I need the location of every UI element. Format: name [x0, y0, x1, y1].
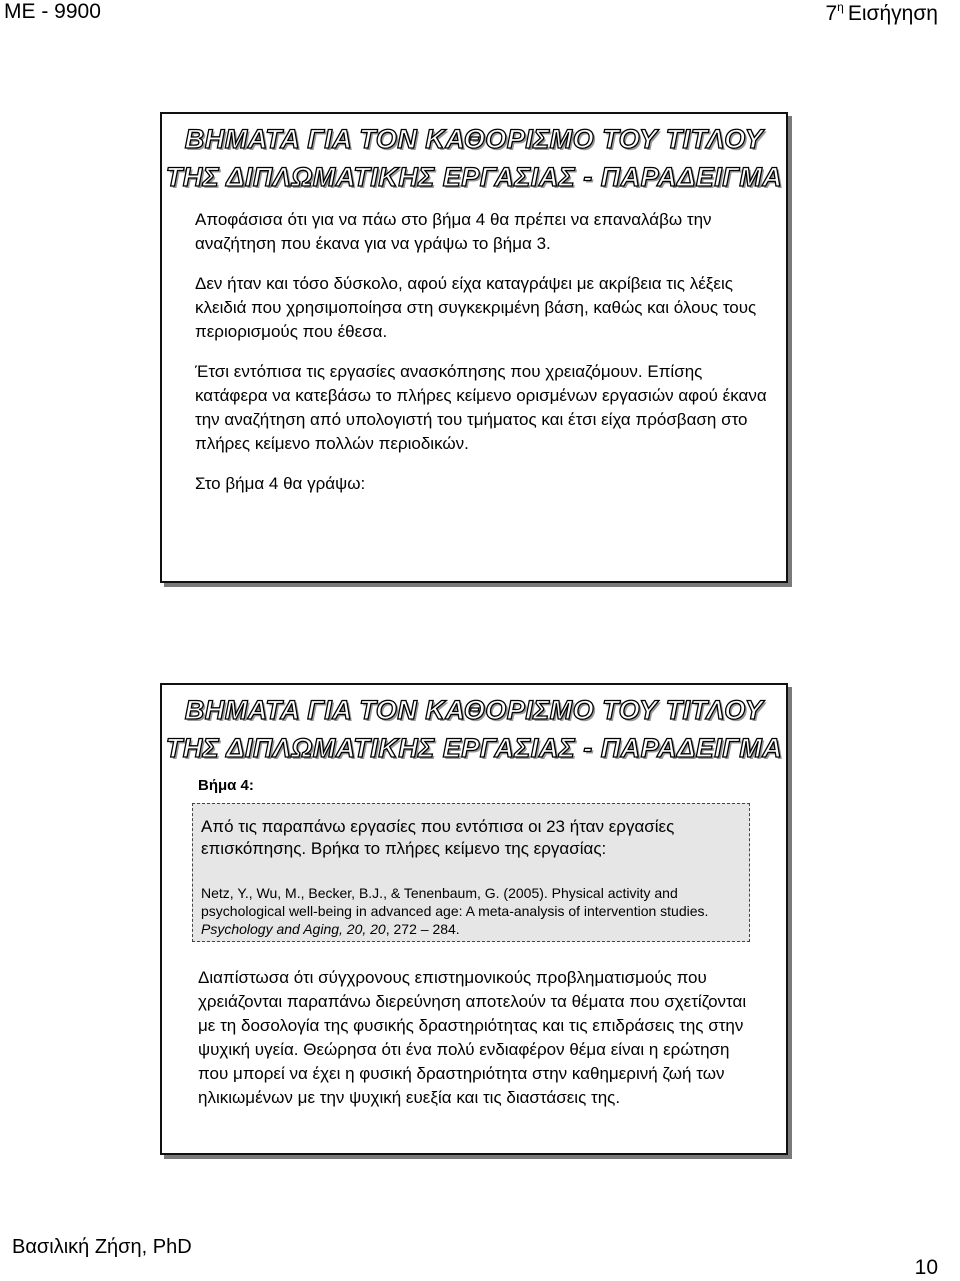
slide-1-title-line-2: ΤΗΣ ΔΙΠΛΩΜΑΤΙΚΗΣ ΕΡΓΑΣΙΑΣ - ΠΑΡΑΔΕΙΓΜΑ	[165, 162, 783, 192]
author-name: Βασιλική Ζήση, PhD	[12, 1236, 192, 1258]
slide-2-title-line-2: ΤΗΣ ΔΙΠΛΩΜΑΤΙΚΗΣ ΕΡΓΑΣΙΑΣ - ΠΑΡΑΔΕΙΓΜΑ	[165, 733, 783, 763]
slide-1-paragraph: Δεν ήταν και τόσο δύσκολο, αφού είχα καταγράψει με ακρίβεια τις λέξεις κλειδιά που χρησιμοποίησα στη συγκεκριμένη βάση, καθώς και όλους τους περιορισμούς που έθεσα.	[195, 274, 757, 341]
reference-box	[192, 803, 750, 942]
lecture-ordinal-suffix: η	[837, 0, 844, 14]
slide-1-title-line-1: ΒΗΜΑΤΑ ΓΙΑ ΤΟΝ ΚΑΘΟΡΙΣΜΟ ΤΟΥ ΤΙΤΛΟΥ	[184, 124, 764, 154]
slide-1-paragraph: Έτσι εντόπισα τις εργασίες ανασκόπησης που χρειαζόμουν. Επίσης κατάφερα να κατεβάσω το πλήρες κείμενο ορισμένων εργασιών αφού έκανα την αναζήτηση από υπολογιστή του τμήματος και έτσι είχα πρόσβαση στο πλήρες κείμενο πολλών περιοδικών.	[195, 362, 767, 453]
citation-pages: , 272 – 284.	[385, 921, 460, 937]
citation-journal: Psychology and Aging, 20, 20	[201, 921, 386, 937]
slide-1-paragraph: Στο βήμα 4 θα γράψω:	[195, 474, 366, 493]
step-label: Βήμα 4:	[198, 777, 254, 794]
slide-1-paragraph: Αποφάσισα ότι για να πάω στο βήμα 4 θα πρέπει να επαναλάβω την αναζήτηση που έκανα για να γράψω το βήμα 3.	[195, 210, 712, 253]
page-number: 10	[914, 1256, 938, 1279]
lecture-word: Εισήγηση	[847, 2, 938, 25]
slide-1	[160, 112, 788, 583]
slide-2-title	[162, 691, 786, 767]
citation-authors-title: Netz, Y., Wu, M., Becker, B.J., & Tenenbaum, G. (2005). Physical activity and psychological well-being in advanced age: A meta-analysis of intervention studies.	[201, 885, 709, 919]
slide-2-title-line-1: ΒΗΜΑΤΑ ΓΙΑ ΤΟΝ ΚΑΘΟΡΙΣΜΟ ΤΟΥ ΤΙΤΛΟΥ	[184, 695, 764, 725]
reference-citation	[201, 884, 741, 938]
reference-intro: Από τις παραπάνω εργασίες που εντόπισα οι 23 ήταν εργασίες επισκόπησης. Βρήκα το πλήρες κείμενο της εργασίας:	[201, 817, 675, 858]
course-code: ΜΕ - 9900	[4, 0, 101, 23]
slide-2-body: Διαπίστωσα ότι σύγχρονους επιστημονικούς προβληματισμούς που χρειάζονται παραπάνω διερεύνηση αποτελούν τα θέματα που σχετίζονται με τη δοσολογία της φυσικής δραστηριότητας και τις επιδράσεις της στην ψυχική υγεία. Θεώρησα ότι ένα πολύ ενδιαφέρον θέμα είναι η ερώτηση που μπορεί να έχει η φυσική δραστηριότητα στην καθημερινή ζωή των ηλικιωμένων με την ψυχική ευεξία και τις διαστάσεις της.	[198, 968, 747, 1107]
lecture-number: 7	[825, 2, 838, 25]
lecture-label	[825, 0, 938, 26]
slide-2	[160, 683, 788, 1155]
slide-1-body	[195, 208, 775, 512]
slide-1-title	[162, 120, 786, 196]
